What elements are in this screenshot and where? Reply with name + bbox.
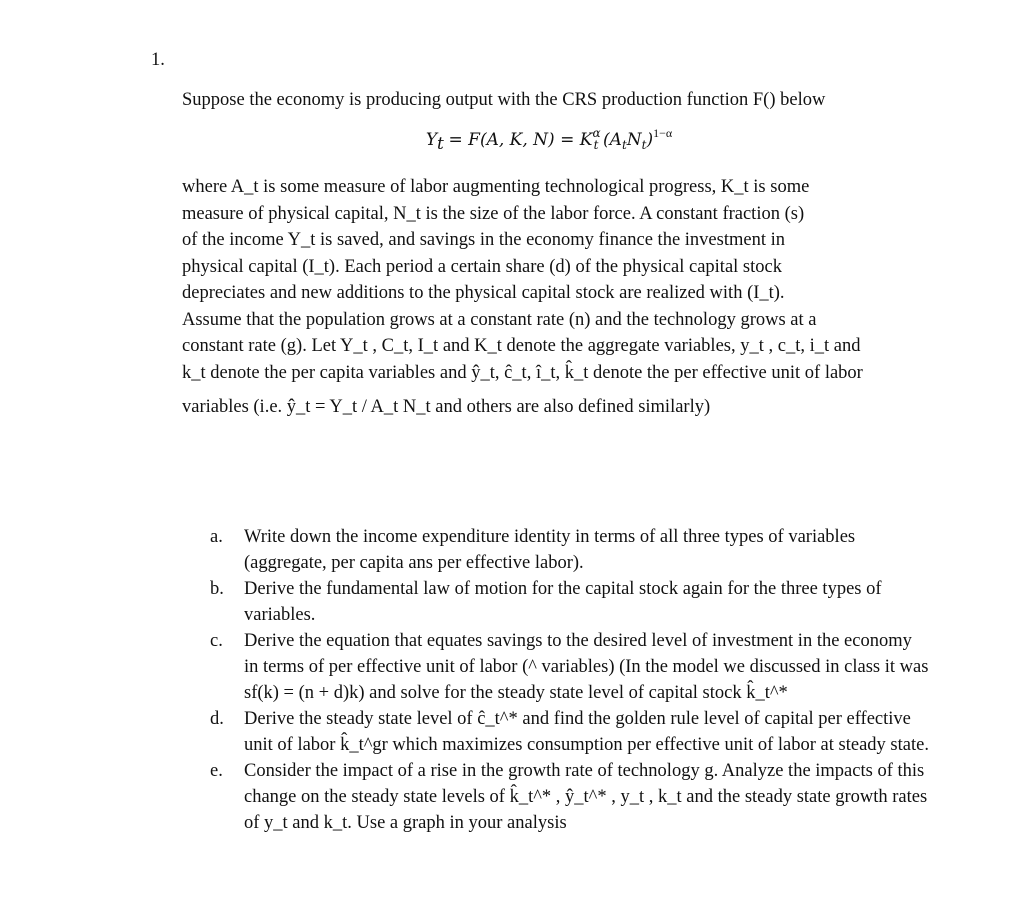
list-item: [210, 524, 930, 576]
part-label: b.: [210, 579, 224, 599]
eq-exponent: 1−α: [653, 126, 673, 140]
part-text: Derive the steady state level of ĉ_t^* and find the golden rule level of capital per effective unit of labor k̂_t^gr which maximizes consumption per effective unit of labor at steady state.: [244, 709, 929, 755]
eq-close: ): [646, 130, 654, 150]
body-line: k_t denote the per capita variables and ŷ_t, ĉ_t, î_t, k̂_t denote the per effective unit of labor: [182, 362, 863, 383]
question-parts-list: [210, 524, 930, 836]
part-label: e.: [210, 761, 223, 781]
eq-mid: = F(A, K, N) = K: [448, 130, 593, 150]
body-line: of the income Y_t is saved, and savings in the economy finance the investment in: [182, 230, 785, 250]
list-item: [210, 628, 930, 706]
body-line: measure of physical capital, N_t is the size of the labor force. A constant fraction (s): [182, 203, 805, 224]
body-line: where A_t is some measure of labor augmenting technological progress, K_t is some: [182, 177, 810, 197]
body-line: constant rate (g). Let Y_t , C_t, I_t and K_t denote the aggregate variables, y_t , c_t, i_t and: [182, 336, 861, 356]
part-label: d.: [210, 709, 224, 729]
body-line: variables (i.e. ŷ_t = Y_t / A_t N_t and others are also defined similarly): [182, 397, 711, 417]
body-line: Assume that the population grows at a constant rate (n) and the technology grows at a: [182, 309, 817, 330]
part-label: a.: [210, 527, 223, 547]
part-label: c.: [210, 631, 223, 651]
description-paragraph: [182, 174, 912, 421]
list-item: [210, 758, 930, 836]
part-text: Consider the impact of a rise in the growth rate of technology g. Analyze the impacts of this change on the steady state levels of k̂_t^* , ŷ_t^* , y_t , k_t and the steady state growth rates of y_t and k_t. Use a graph in your analysis: [244, 761, 928, 833]
question-number: 1.: [151, 50, 165, 70]
body-line: physical capital (I_t). Each period a certain share (d) of the physical capital stock: [182, 256, 782, 277]
body-line: depreciates and new additions to the physical capital stock are realized with (I_t).: [182, 283, 785, 303]
part-text: Write down the income expenditure identity in terms of all three types of variables (aggregate, per capita ans per effective labor).: [244, 527, 856, 573]
eq-paren: (A: [603, 130, 622, 150]
list-item: [210, 576, 930, 628]
production-function-equation: $Y_t = F(A$, K, $N) = K^\alpha_t$ $(A_tN_t)^{1-\alpha}$: [425, 126, 673, 154]
part-text: Derive the equation that equates savings to the desired level of investment in the economy in terms of per effective unit of labor (^ variables) (In the model we discussed in class it was sf(k) = (n + d)k) and solve for the steady state level of capital stock k̂_t^*: [244, 631, 929, 703]
eq-n: N: [626, 130, 642, 150]
part-text: Derive the fundamental law of motion for the capital stock again for the three types of variables.: [244, 579, 882, 625]
eq-lhs: Y: [425, 130, 438, 150]
intro-text: Suppose the economy is producing output with the CRS production function F() below: [182, 90, 826, 110]
list-item: [210, 706, 930, 758]
eq-alpha: α: [592, 126, 601, 140]
